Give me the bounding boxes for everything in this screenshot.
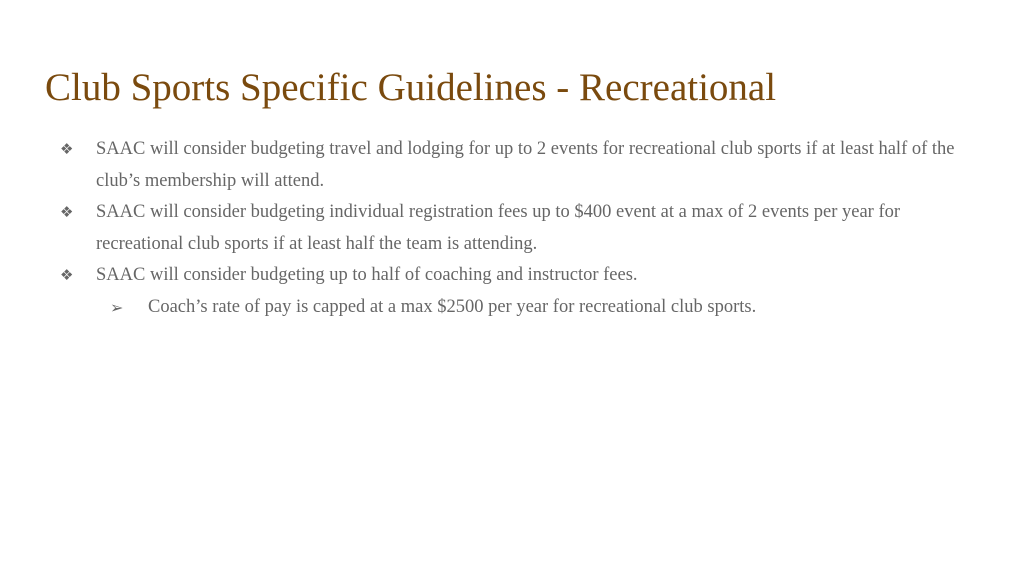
bullet-list [60,134,980,323]
sub-bullet-text: Coach’s rate of pay is capped at a max $2500 per year for recreational club sports. [148,296,757,317]
diamond-bullet-icon: ❖ [60,140,74,158]
diamond-bullet-icon: ❖ [60,266,74,284]
arrow-bullet-icon: ➢ [110,297,124,317]
bullet-text: SAAC will consider budgeting up to half of coaching and instructor fees. [96,265,638,285]
bullet-item-travel-lodging [60,134,980,197]
slide-title: Club Sports Specific Guidelines - Recreational [45,66,777,109]
diamond-bullet-icon: ❖ [60,203,74,221]
bullet-item-registration-fees [60,197,980,260]
sub-bullet-item-coach-rate [60,292,980,324]
bullet-text: SAAC will consider budgeting individual registration fees up to $400 event at a max of 2 events per year for recreational club sports if at least half the team is attending. [96,202,901,254]
bullet-item-coaching-fees [60,260,980,292]
bullet-text: SAAC will consider budgeting travel and lodging for up to 2 events for recreational club sports if at least half of the club’s membership will attend. [96,139,955,191]
